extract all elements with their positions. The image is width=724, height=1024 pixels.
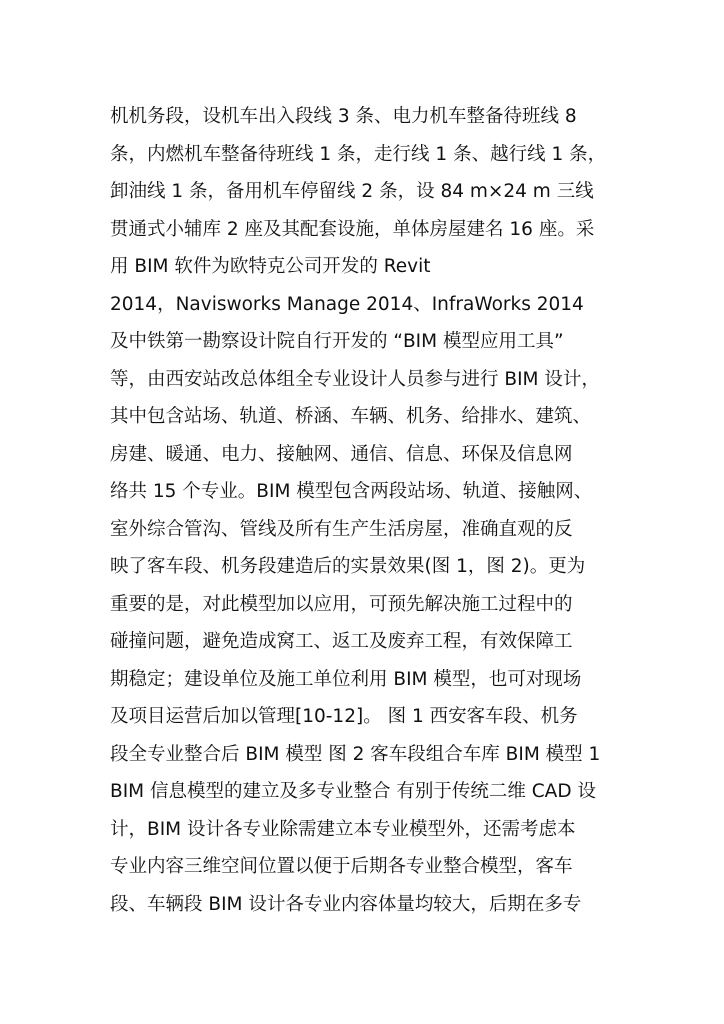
text-line: 条，内燃机车整备待班线 1 条，走行线 1 条、越行线 1 条， — [110, 143, 607, 165]
text-line: 专业内容三维空间位置以便于后期各专业整合模型，客车 — [110, 856, 573, 877]
text-line: 段全专业整合后 BIM 模型 图 2 客车段组合车库 BIM 模型 1 — [110, 743, 601, 765]
text-line: 及项目运营后加以管理[10-12]。 图 1 西安客车段、机务 — [110, 706, 578, 727]
text-line: 计，BIM 设计各专业除需建立本专业模型外，还需考虑本 — [110, 818, 576, 840]
text-line: 络共 15 个专业。BIM 模型包含两段站场、轨道、接触网、 — [110, 481, 593, 502]
text-line: BIM 信息模型的建立及多专业整合 有别于传统二维 CAD 设 — [110, 781, 596, 802]
text-line: 等，由西安站改总体组全专业设计人员参与进行 BIM 设计， — [110, 368, 600, 390]
text-line: 其中包含站场、轨道、桥涵、车辆、机务、给排水、建筑、 — [110, 406, 592, 427]
body-text — [110, 98, 620, 923]
text-line: 重要的是，对此模型加以应用，可预先解决施工过程中的 — [110, 593, 573, 615]
text-line: 映了客车段、机务段建造后的实景效果(图 1，图 2)。更为 — [110, 556, 586, 577]
text-line: 期稳定；建设单位及施工单位利用 BIM 模型，也可对现场 — [110, 668, 582, 690]
text-line: 卸油线 1 条，备用机车停留线 2 条，设 84 m×24 m 三线 — [110, 181, 594, 202]
text-line: 机机务段，设机车出入段线 3 条、电力机车整备待班线 8 — [110, 106, 577, 127]
text-line: 2014，Navisworks Manage 2014、InfraWorks 2014 — [110, 293, 584, 315]
text-line: 段、车辆段 BIM 设计各专业内容体量均较大，后期在多专 — [110, 893, 582, 915]
text-line: 室外综合管沟、管线及所有生产生活房屋，准确直观的反 — [110, 518, 573, 540]
text-line: 及中铁第一勘察设计院自行开发的 “BIM 模型应用工具” — [110, 331, 564, 352]
text-line: 房建、暖通、电力、接触网、通信、信息、环保及信息网 — [110, 443, 573, 465]
text-line: 碰撞问题，避免造成窝工、返工及废弃工程，有效保障工 — [110, 631, 573, 652]
text-line: 用 BIM 软件为欧特克公司开发的 Revit — [110, 256, 431, 277]
text-line: 贯通式小辅库 2 座及其配套设施，单体房屋建名 16 座。采 — [110, 218, 595, 240]
